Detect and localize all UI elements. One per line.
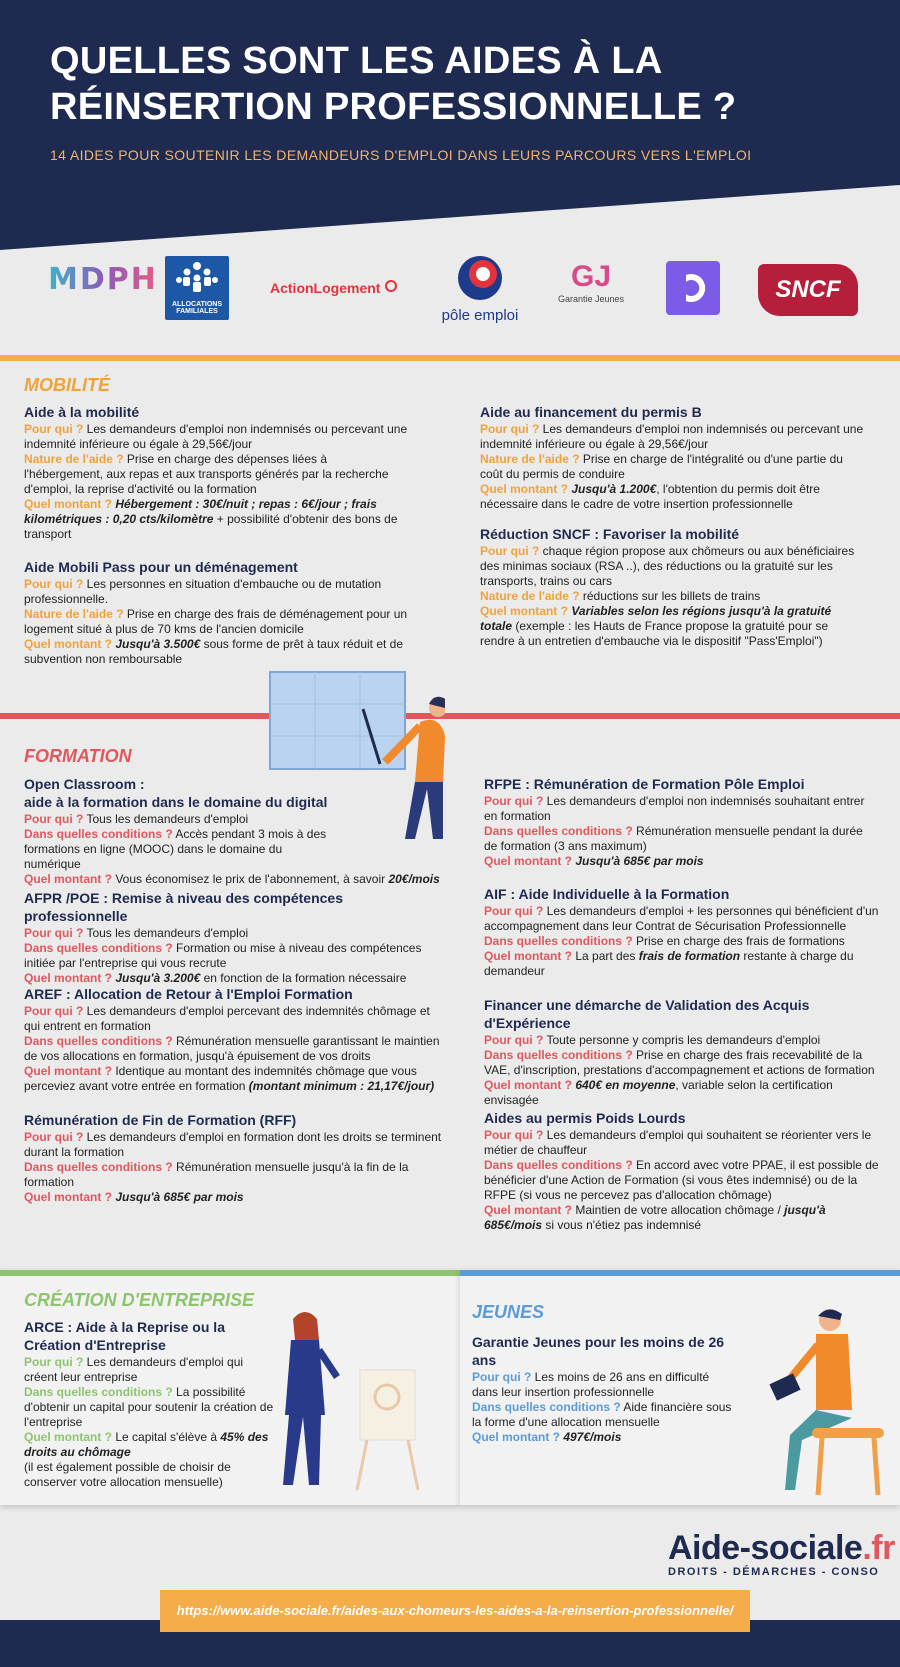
title-line-2: RÉINSERTION PROFESSIONNELLE ? [50, 86, 737, 128]
aid-title: Aide à la mobilité [24, 404, 140, 420]
aid-title: Aides au permis Poids Lourds [484, 1110, 686, 1126]
caf-figures-icon [165, 256, 229, 296]
crescent-icon [666, 261, 720, 315]
mobilite-bar [0, 355, 900, 361]
aid-title: Open Classroom : aide à la formation dans le domaine du digital [24, 776, 328, 810]
aid-title: RFPE : Rémunération de Formation Pôle Emploi [484, 776, 805, 792]
app-logo [666, 261, 720, 315]
young-man-illustration [760, 1300, 895, 1500]
open-classroom-block: Open Classroom : aide à la formation dans le domaine du digital Pour qui ? Tous les demandeurs d'emploi Dans quelles conditions ? Accès pendant 3 mois à des formations en ligne (MOOC) dans le domaine du numérique Quel montant ? Vous économisez le prix de l'abonnement, à savoir 20€/mois [24, 775, 444, 887]
title-line-1: QUELLES SONT LES AIDES À LA [50, 40, 663, 82]
aid-title: Réduction SNCF : Favoriser la mobilité [480, 526, 740, 542]
partner-logos [0, 250, 900, 350]
pole-emploi-logo: pôle emploi [435, 254, 525, 324]
caf-logo: ALLOCATIONS FAMILIALES [165, 256, 229, 320]
page-subtitle: 14 AIDES POUR SOUTENIR LES DEMANDEURS D'EMPLOI DANS LEURS PARCOURS VERS L'EMPLOI [50, 147, 752, 163]
afpr-block: AFPR /POE : Remise à niveau des compétences professionnelle Pour qui ? Tous les demandeurs d'emploi Dans quelles conditions ? Formation ou mise à niveau des compétences initiée par l'entreprise qui vous recrute Quel montant ? Jusqu'à 3.200€ en fonction de la formation nécessaire [24, 889, 449, 986]
aid-title: Aide au financement du permis B [480, 404, 702, 420]
formation-bar [0, 713, 900, 719]
sncf-block: Réduction SNCF : Favoriser la mobilité Pour qui ? chaque région propose aux chômeurs ou aux bénéficiaires des minimas sociaux (RSA ..), des réductions ou la gratuité sur les transports, trains ou cars Nature de l'aide ? réductions sur les billets de trains Quel montant ? Variables selon les régions jusqu'à la gratuité totale (exemple : les Hauts de France propose la gratuité pour se rendre à un entretien d'embauche via le dispositif "Pass'Emploi") [480, 525, 865, 649]
vae-block: Financer une démarche de Validation des Acquis d'Expérience Pour qui ? Toute personne y compris les demandeurs d'emploi Dans quelles conditions ? Prise en charge des frais recevabilité de la VAE, d'inscription, prestations d'accompagnement et actions de formation Quel montant ? 640€ en moyenne, variable selon la certification envisagée [484, 996, 884, 1108]
aid-title: AFPR /POE : Remise à niveau des compétences professionnelle [24, 890, 344, 924]
aid-title: AREF : Allocation de Retour à l'Emploi Formation [24, 986, 353, 1002]
section-title: CRÉATION D'ENTREPRISE [24, 1290, 254, 1310]
aide-mobilite-block: Aide à la mobilité Pour qui ? Les demandeurs d'emploi non indemnisés ou percevant une indemnité inférieure ou égale à 29,56€/jour Nature de l'aide ? Prise en charge des dépenses liées à l'hébergement, aux repas et aux transports générés par la recherche d'emploi, la reprise d'activité ou la formation Quel montant ? Hébergement : 30€/nuit ; repas : 6€/jour ; frais kilométriques : 0,20 cts/kilomètre + possibilité d'obtenir des bons de transport [24, 404, 408, 541]
mdph-logo: MDPH [48, 262, 158, 297]
aid-title: AIF : Aide Individuelle à la Formation [484, 886, 730, 902]
section-title: FORMATION [24, 746, 132, 766]
aref-block: AREF : Allocation de Retour à l'Emploi Formation Pour qui ? Les demandeurs d'emploi percevant des indemnités chômage et qui entrent en formation Dans quelles conditions ? Rémunération mensuelle garantissant le maintien de vos allocations en formation, jusqu'à épuisement de vos droits Quel montant ? Identique au montant des indemnités chômage que vous perceviez avant votre entrée en formation (montant minimum : 21,17€/jour) [24, 985, 449, 1094]
arce-block: ARCE : Aide à la Reprise ou la Création d'Entreprise Pour qui ? Les demandeurs d'emploi qui créent leur entreprise Dans quelles conditions ? La possibilité d'obtenir un capital pour soutenir la création de l'entreprise Quel montant ? Le capital s'élève à 45% des droits au chômage (il est également possible de choisir de conserver votre allocation mensuelle) [24, 1318, 279, 1490]
mobili-pass-block: Aide Mobili Pass pour un déménagement Pour qui ? Les personnes en situation d'embauche ou de mutation professionnelle. Nature de l'aide ? Prise en charge des frais de déménagement pour un logement situé à plus de 70 kms de l'ancien domicile Quel montant ? Jusqu'à 3.500€ sous forme de prêt à taux réduit et de subvention non remboursable [24, 559, 408, 666]
jeunes-bar [460, 1270, 900, 1276]
permis-b-block: Aide au financement du permis B Pour qui ? Les demandeurs d'emploi non indemnisés ou percevant une indemnité inférieure ou égale à 29,56€/jour Nature de l'aide ? Prise en charge de l'intégralité ou d'une partie du coût du permis de conduire Quel montant ? Jusqu'à 1.200€, l'obtention du permis doit être nécessaire dans le cadre de votre insertion professionnelle [480, 404, 864, 511]
rfpe-block: RFPE : Rémunération de Formation Pôle Emploi Pour qui ? Les demandeurs d'emploi non indemnisés souhaitant entrer en formation Dans quelles conditions ? Rémunération mensuelle pendant la durée de formation (3 ans maximum) Quel montant ? Jusqu'à 685€ par mois [484, 775, 879, 869]
garantie-jeunes-logo: GJ Garantie Jeunes [557, 260, 625, 304]
sncf-logo: SNCF [758, 264, 858, 316]
poids-lourds-block: Aides au permis Poids Lourds Pour qui ? Les demandeurs d'emploi qui souhaitent se réorienter vers le métier de chauffeur Dans quelles conditions ? En accord avec votre PPAE, il est possible de bénéficier d'une Action de Formation (si vous êtes indemnisé) ou de la RFPE (si vous ne percevez pas d'allocation chômage) Quel montant ? Maintien de votre allocation chômage / jusqu'à 685€/mois si vous n'étiez pas indemnisé [484, 1110, 879, 1232]
section-title: JEUNES [472, 1302, 545, 1322]
section-mobilite [0, 355, 900, 666]
aid-title: Garantie Jeunes pour les moins de 26 ans [472, 1334, 725, 1368]
creation-bar [0, 1270, 460, 1276]
aid-title: Aide Mobili Pass pour un déménagement [24, 559, 298, 575]
source-url[interactable]: https://www.aide-sociale.fr/aides-aux-chomeurs-les-aides-a-la-reinsertion-professionnelle/ [160, 1590, 750, 1632]
section-title: MOBILITÉ [24, 375, 110, 395]
businesswoman-illustration [275, 1305, 455, 1495]
section-creation [0, 1270, 460, 1505]
section-formation [0, 713, 900, 1263]
section-jeunes [460, 1270, 900, 1505]
action-logement-mark-icon [385, 280, 397, 292]
page-title [50, 38, 870, 130]
aif-block: AIF : Aide Individuelle à la Formation Pour qui ? Les demandeurs d'emploi + les personnes qui bénéficient d'un accompagnement dans leur Contrat de Sécurisation Professionnelle Dans quelles conditions ? Prise en charge des frais de formations Quel montant ? La part des frais de formation restante à charge du demandeur [484, 886, 879, 978]
pole-emploi-e-icon [455, 254, 505, 302]
rff-block: Rémunération de Fin de Formation (RFF) Pour qui ? Les demandeurs d'emploi en formation dont les droits se terminent durant la formation Dans quelles conditions ? Rémunération mensuelle jusqu'à la fin de la formation Quel montant ? Jusqu'à 685€ par mois [24, 1111, 449, 1205]
aid-title: Financer une démarche de Validation des Acquis d'Expérience [484, 997, 810, 1031]
aide-sociale-logo: Aide-sociale.fr DROITS - DÉMARCHES - CONSO [668, 1529, 895, 1578]
action-logement-logo: ActionLogement [270, 280, 397, 298]
garantie-jeunes-block: Garantie Jeunes pour les moins de 26 ans Pour qui ? Les moins de 26 ans en difficulté dans leur insertion professionnelle Dans quelles conditions ? Aide financière sous la forme d'une allocation mensuelle Quel montant ? 497€/mois [472, 1333, 737, 1445]
aid-title: ARCE : Aide à la Reprise ou la Création d'Entreprise [24, 1319, 225, 1353]
aid-title: Rémunération de Fin de Formation (RFF) [24, 1112, 297, 1128]
teacher-illustration [265, 664, 445, 844]
